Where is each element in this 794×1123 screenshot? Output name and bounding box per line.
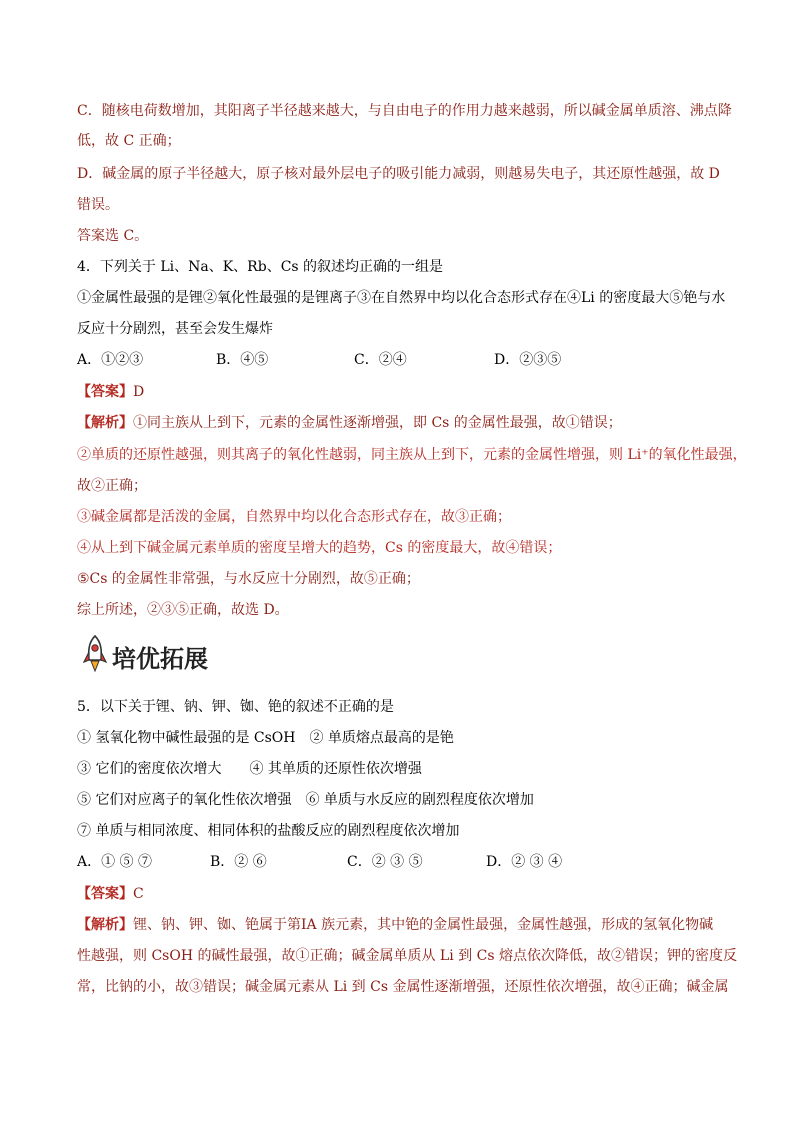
answer-value: D bbox=[133, 384, 145, 400]
q4-analysis-line5: ④从上到下碱金属元素单质的密度呈增大的趋势，Cs 的密度最大，故④错误； bbox=[77, 540, 562, 556]
q5-stem: 5．以下关于锂、钠、钾、铷、铯的叙述不正确的是 bbox=[77, 699, 394, 715]
q5-answer bbox=[77, 884, 727, 904]
answer-value: C bbox=[133, 886, 144, 902]
analysis-label: 【解析】 bbox=[77, 415, 133, 431]
answer-label: 【答案】 bbox=[77, 886, 133, 902]
previous-answer: 答案选 C。 bbox=[77, 228, 149, 244]
q5-option-d: D．② ③ ④ bbox=[486, 854, 563, 870]
option-c-explanation-line1: C．随核电荷数增加，其阳离子半径越来越大，与自由电子的作用力越来越弱，所以碱金属单质溶、沸点降 bbox=[77, 103, 732, 119]
q5-option-b: B．② ⑥ bbox=[210, 854, 267, 870]
q5-options bbox=[77, 852, 727, 872]
q4-option-b: B．④⑤ bbox=[216, 352, 269, 368]
q4-option-c: C．②④ bbox=[354, 352, 407, 368]
answer-label: 【答案】 bbox=[77, 384, 133, 400]
q4-option-a: A．①②③ bbox=[77, 352, 144, 368]
analysis-label: 【解析】 bbox=[77, 917, 133, 933]
q4-desc-line1: ①金属性最强的是锂②氧化性最强的是锂离子③在自然界中均以化合态形式存在④Li 的密度最大⑤铯与水 bbox=[77, 290, 726, 306]
q5-item-line2: ③ 它们的密度依次增大 ④ 其单质的还原性依次增强 bbox=[77, 761, 422, 777]
rocket-icon bbox=[80, 634, 110, 678]
q5-option-c: C．② ③ ⑤ bbox=[347, 854, 423, 870]
banner-title: 培优拓展 bbox=[112, 644, 208, 673]
q4-analysis-line4: ③碱金属都是活泼的金属，自然界中均以化合态形式存在，故③正确； bbox=[77, 509, 511, 525]
option-d-explanation-line2: 错误。 bbox=[77, 197, 119, 213]
section-banner bbox=[80, 636, 208, 676]
q5-item-line3: ⑤ 它们对应离子的氧化性依次增强 ⑥ 单质与水反应的剧烈程度依次增加 bbox=[77, 792, 534, 808]
analysis-text: ①同主族从上到下，元素的金属性逐渐增强，即 Cs 的金属性最强，故①错误； bbox=[133, 415, 622, 431]
q5-analysis-line3: 常，比钠的小，故③错误；碱金属元素从 Li 到 Cs 金属性逐渐增强，还原性依次增强，故④正确；碱金属 bbox=[77, 979, 729, 995]
q5-item-line4: ⑦ 单质与相同浓度、相同体积的盐酸反应的剧烈程度依次增加 bbox=[77, 823, 460, 839]
q5-analysis-line1 bbox=[77, 915, 727, 935]
option-c-explanation-line2: 低，故 C 正确； bbox=[77, 133, 181, 149]
q4-answer bbox=[77, 382, 727, 402]
q5-item-line1: ① 氢氧化物中碱性最强的是 CsOH ② 单质熔点最高的是铯 bbox=[77, 730, 454, 746]
q4-option-d: D．②③⑤ bbox=[494, 352, 562, 368]
q4-options bbox=[77, 350, 727, 370]
q4-analysis-line7: 综上所述，②③⑤正确，故选 D。 bbox=[77, 602, 289, 618]
option-d-explanation-line1: D．碱金属的原子半径越大，原子核对最外层电子的吸引能力减弱，则越易失电子，其还原性越强，故 D bbox=[77, 166, 720, 182]
analysis-text: 锂、钠、钾、铷、铯属于第ⅠA 族元素，其中铯的金属性最强，金属性越强，形成的氢氧化物碱 bbox=[133, 917, 714, 933]
q5-analysis-line2: 性越强，则 CsOH 的碱性最强，故①正确；碱金属单质从 Li 到 Cs 熔点依次降低，故②错误；钾的密度反 bbox=[77, 948, 737, 964]
q4-stem: 4．下列关于 Li、Na、K、Rb、Cs 的叙述均正确的一组是 bbox=[77, 259, 444, 275]
q4-analysis-line3: 故②正确； bbox=[77, 478, 147, 494]
q4-desc-line2: 反应十分剧烈，甚至会发生爆炸 bbox=[77, 321, 273, 337]
q4-analysis-line6: ⑤Cs 的金属性非常强，与水反应十分剧烈，故⑤正确； bbox=[77, 571, 420, 587]
q4-analysis-line1 bbox=[77, 413, 727, 433]
q4-analysis-line2: ②单质的还原性越强，则其离子的氧化性越弱，同主族从上到下，元素的金属性增强，则 Li⁺的氧化性最强， bbox=[77, 447, 747, 463]
q5-option-a: A．① ⑤ ⑦ bbox=[77, 854, 153, 870]
